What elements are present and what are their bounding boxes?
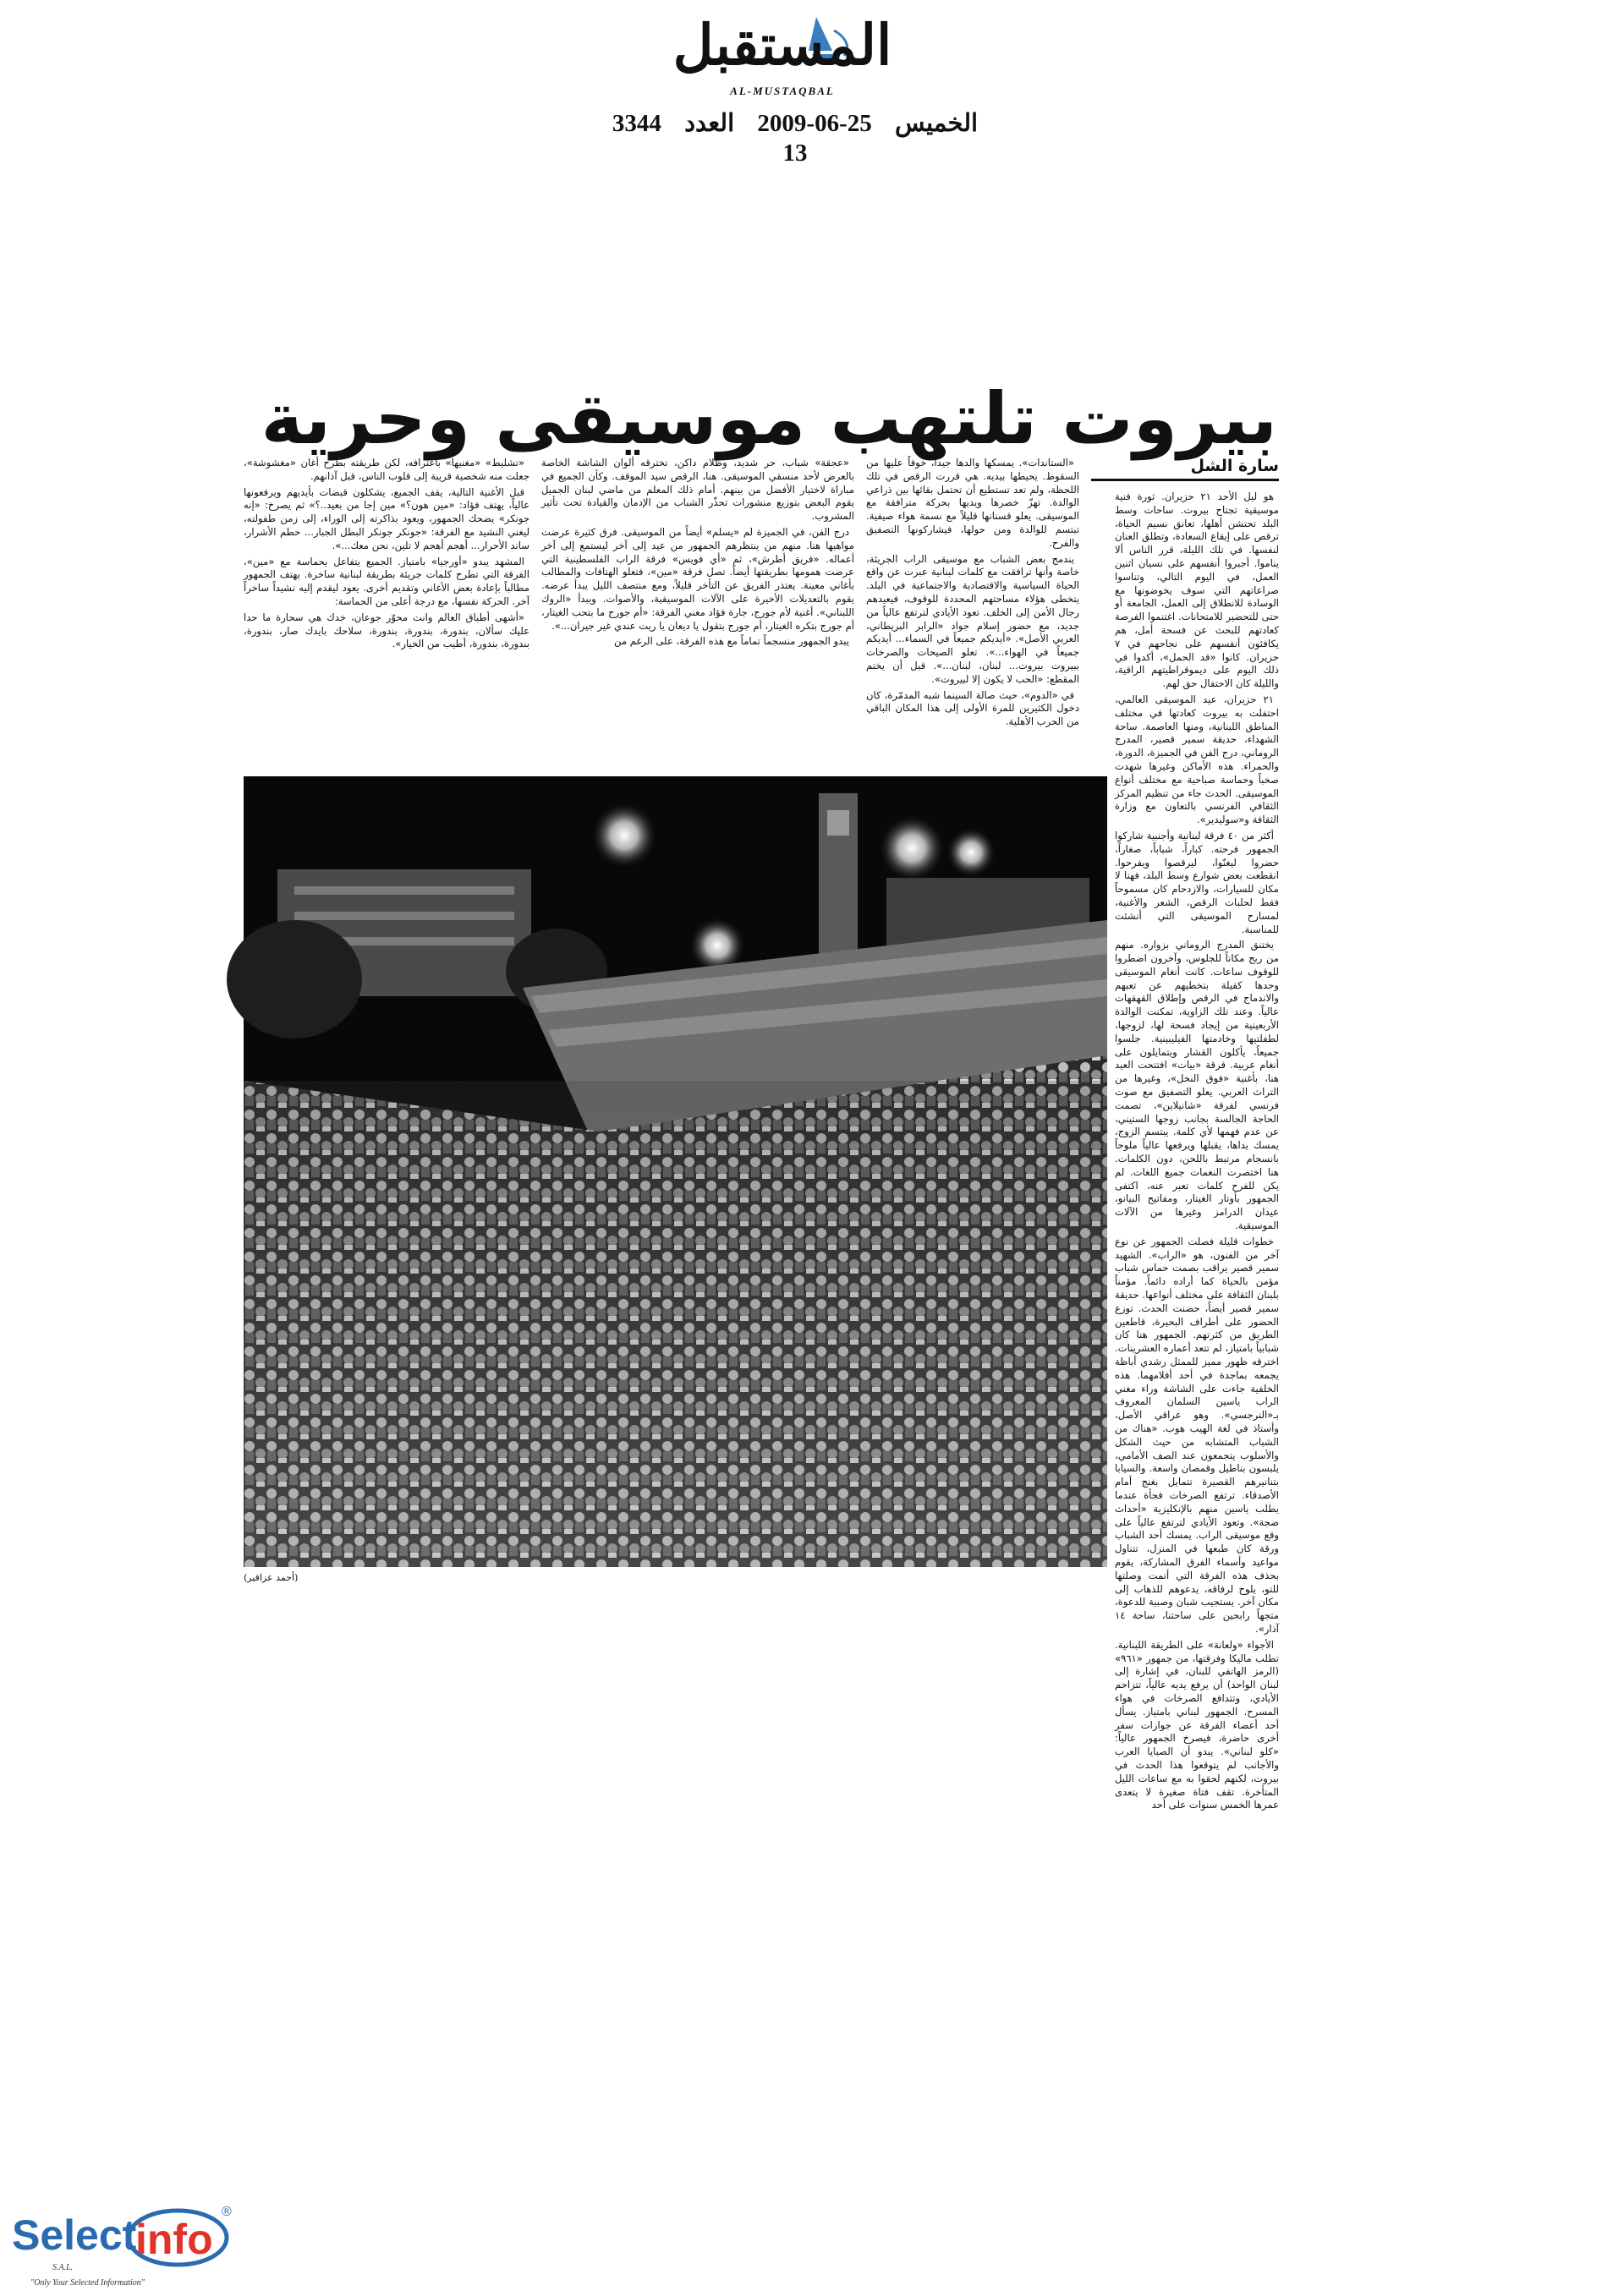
logo-word-select: Select [12,2211,137,2259]
concert-crowd-photo [244,776,1107,1567]
article-author: سارة الشل [1091,457,1279,481]
registered-mark: ® [222,2205,232,2219]
paragraph: قبل الأغنية التالية، يقف الجميع، يشكلون قبضات بأيديهم ويرفعونها عالياً، يهتف فؤاد: «مين هون؟» مين إجا من بعيد..؟» ثم يصرخ: «إنه جونكر» يضحك الجمهور، ويعود بذاكرته إلى الوراء، إلى زمن طفولته، ليغني النشيد مع الفرقة: «جونكر جونكر البطل الجبار... حطم الأشرار، ساند الأحرار... أهجم أهجم لا تلين، نحن معك...». [244,485,529,551]
page-number: 13 [782,140,808,167]
paragraph: يختنق المدرج الروماني بزواره. منهم من ربح مكاناً للجلوس، وآخرون اضطروا للوقوف ساعات. كانت أنغام الموسيقى وحدها كفيلة بتخطيهم عن تعبهم والاندماج في الرقص وإطلاق القهقهات عالياً. وعند تلك الزاوية، تمكنت الوالدة الأربعينية من إيجاد فسحة لها، لزوجها، لطفلتيها وخادمتها الفيليبينية. جلسوا جميعاً، يأكلون القشار ويتمايلون على أنغام عربية. فرقة «بيات» افتتحت العيد هنا، بأغنية «فوق النخل»، وغيرها من التراث العربي. يعلو التصفيق مع صوت فرنسي لفرقة «شانيلاين»، تصمت الحاجة الجالسة بجانب زوجها الستيني، عن عدم فهمها لأي كلمة. يبتسم الزوج، يمسك يداها، يقبلها ويرفعها عالياً ملوحاً بانسجام مرتبط باللحن، دون الكلمات. هنا اختصرت النغمات جميع اللغات. لم يكن للفرح كلمات تعبر عنه، اكتفى الجمهور بأوتار الغيتار، ومفاتيح البيانو، عيدان الدرامز وغيرها من الآلات الموسيقية. [1115,939,1279,1232]
paragraph: المشهد يبدو «أورجيا» بامتياز. الجميع يتفاعل بحماسة مع «مين»، الفرقة التي تطرح كلمات جريئة بطريقة لبنانية ساخرة. يهتف الجمهور مطالباً بإعادة بعض الأغاني وتقديم أخرى. يعود ليقدم إليه نشيداً ساخراً آخر. الحركة نفسها، مع درجة أعلى من الحماسة: [244,555,529,607]
issue-line [592,108,998,138]
paragraph: خطوات قليلة فصلت الجمهور عن نوع آخر من الفنون، هو «الراب». الشهيد سمير قصير يراقب بصمت حماس شباب مؤمن بالحياة كما أراده دائماً. مؤمناً بلبنان الثقافة على مختلف أنواعها. حديقة سمير قصير أيضاً، حضنت الحدث. توزع الحضور على أطراف البحيرة، قاطعين الطريق من كثرتهم. الجمهور هنا كان شبابياً بامتياز، لم تتعد أعماره العشرينات. اخترقه ظهور مميز للممثل رشدي أباظة يجمعه بماجدة في أحد أفلامهما. هذه الخلفية جاءت على الشاشة وراء مغني الراب ياسين السلمان المعروف بـ«النرجسي». وهو عراقي الأصل، وأستاذ في لغة الهيب هوب. «هناك من الشباب المتشابه من حيث الشكل والأسلوب يتجمعون عند الصف الأمامي، يلبسون بناطيل وقمصان واسعة. والسيابا بتنانيرهم القصيرة تتمايل بغنج أمام الأصدقاء. ترتفع الصرخات فجأة عندما يطلب ياسين منهم بالإنكليزية «أحداث ضجة». وتعود الأيادي لترتفع عالياً على وقع موسيقى الراب. يمسك أحد الشباب ورقة كان طبعها في المنزل، تتناول مواعيد وأسماء الفرق المشاركة، يقوم بحذف هذه الفرقة التي أتمت وصلتها للتو، يلوح لرفاقه، يدعوهم للذهاب إلى مكان آخر. يستجيب شبان وصبية للدعوة، متجهاً رابحين على ساحتنا، ساحة ١٤ آذار». [1115,1235,1279,1635]
issue-label: العدد [684,110,735,137]
logo-word-info: info [135,2216,213,2263]
article-column-4 [244,457,529,768]
masthead [0,0,1624,178]
paragraph: «تشليط» «مغنيها» باعترافه، لكن طريقته بطرح أغان «مغشوشة»، جعلت منه شخصية قريبة إلى قلوب الناس، قبل آذانهم. [244,457,529,482]
article-headline: بيروت تلتهب موسيقى وحرية [261,377,1277,460]
issue-date: 25-06-2009 [757,110,872,137]
issue-number: 3344 [612,110,661,137]
photo-illustration [244,776,1107,1567]
paragraph: «الستاندات». يمسكها والدها جيداً، خوفاً عليها من السقوط. يحيطها بيديه. هي قررت الرقص في تلك اللحظة، ولم تعد تستطيع أن تحتمل بقائها بين ذراعي الوالدة. تهزّ خصرها ويديها بحركة مترافقة مع الموسيقى. يعلو قسنانها قليلاً مع نسمة هواء صيفية. تبتسم للوالدة ومن حولها، فيشاركونها التصفيق والفرح. [866,457,1079,549]
paragraph: هو ليل الأحد ٢١ حزيران. ثورة فنية موسيقية تجتاح بيروت. ساحات وسط البلد تحتشن أهلها، تعانق نسيم الحياة، ترقص على إيقاع السعادة، وتطلق العنان لنفسها. في تلك الليلة، قرر الناس ألا يناموا. أجبروا أنفسهم على نسيان اثنين العمل، في اليوم التالي، وتناسوا صراعاتهم التي سوف يخوضونها مع الوسادة للانطلاق إلى العمل، الجامعة أو حتى للتحضير للامتحانات. اغتنموا الفرصة كعادتهم للبحث عن فسحة أمل، هم يكافئون أنفسهم على نجاحهم في ٧ حزيران. كانوا «قد الحمل»، أكدوا في ذلك اليوم على ديموقراطيتهم الراقية، والليلة كان الاحتفال حق لهم. [1115,490,1279,690]
article-column-2 [866,457,1079,768]
paragraph: ٢١ حزيران، عيد الموسيقى العالمي، احتفلت به بيروت كعادتها في مختلف المناطق اللبنانية، ومنها العاصمة. ساحة الشهداء، حديقة سمير قصير، المدرج الروماني، درج الفن في الجميزة، الدورة، والحمراء. هذه الأماكن وغيرها شهدت صخباً وحماسة صباحية مع مختلف أنواع الموسيقى. الحدث جاء من تنظيم المركز الثقافي الفرنسي بالتعاون مع وزارة الثقافة و«سوليدير». [1115,693,1279,826]
paragraph: يندمج بعض الشباب مع موسيقى الراب الجريئة، خاصة وأنها ترافقت مع كلمات لبنانية عبرت عن واقع الحياة السياسية والاقتصادية والاجتماعية في البلد. يتخطى هؤلاء مساحتهم المحددة للوقوف، فيعيدهم رجال الأمن إلى الخلف. تعود الأيادي لترتفع عالياً من جديد، مع حضور إسلام جواد «الرابر البريطاني، العربي الأصل». «أيديكم جميعاً في السماء... أيديكم جميعاً في الهواء...». تعلو الصيحات والصرخات ببيروت بيروت... لبنان، لبنان...». قبل أن يختم المقطع: «الحب لا يكون إلا لبيروت». [866,552,1079,685]
paragraph: الأجواء «ولعانة» على الطريقة اللبنانية. تطلب ماليكا وفرقتها، من جمهور «٩٦١» (الرمز الهاتفي للبنان، في إشارة إلى لبنان الواحد) أن يرفع يديه عالياً، تتزاحم الأيادي، وتتدافع الصرخات في هواء المسرح. الجمهور لبناني بامتياز. يسأل أحد أعضاء الفرقة عن جوازات سفر أخرى حاضرة، فيصرخ الجمهور عالياً: «كلو لبناني». يبدو أن الصبايا العرب والأجانب لم يتوقعوا هذا الحدث في بيروت، لكنهم لحقوا به مع ساعات الليل المتأخرة. تقف فتاة صغيرة لا يتعدى عمرها الخمس سنوات على أحد [1115,1638,1279,1811]
article-column-1 [1115,490,1279,1811]
paragraph: يبدو الجمهور منسجماً تماماً مع هذه الفرقة، على الرغم من [614,635,849,648]
issue-weekday: الخميس [895,110,979,137]
photo-caption: (أحمد عزاقير) [244,1572,299,1583]
logo-sub: S.A.L. [52,2263,74,2272]
masthead-title-latin: AL-MUSTAQBAL [730,85,835,97]
paragraph: «عجقة» شباب، حر شديد، وظلام داكن، تخترقه ألوان الشاشة الخاصة بالعرض لأحد منسقي الموسيقى. هنا، الرقص سيد الموقف. وكأن الجميع في مباراة لاختيار الأفضل من بينهم. أمام ذلك المعلم من ماضي لبنان الجميل يقوم البعض بتوزيع منشورات تحذّر الشباب من الإدمان والقيادة تحت تأثير المشروب. [541,457,854,523]
paragraph: في «الدوم»، حيث صالة السينما شبه المدمّرة، كان دخول الكثيرين للمرة الأولى إلى هذا المكان الباقي من الحرب الأهلية. [866,688,1079,728]
paragraph: أكثر من ٤٠ فرقة لبنانية وأجنبية شاركوا الجمهور فرحته. كباراً، شباباً، صغاراً، حضروا ليغنّوا، ليرقصوا ويفرحوا. انقطعت بعض شوارع وسط البلد، فهنا لا مكان للسيارات، والازدحام كان مسموحاً فقط لحلبات الرقص، الشعر والأغنية، لمسارح الموسيقى التي أنشئت للمناسبة. [1115,829,1279,935]
paragraph: «أشهى أطباق العالم وانت محوّر جوعان، خدك هي سحارة ما حدا عليك سألان، بندورة، بندورة، بندورة، سلاحك بايدك صار، بندورة، بندورة، بندورة، أطيب من الخيار». [244,611,529,650]
article-column-3 [541,457,854,768]
masthead-title: المستقبل [672,12,892,78]
paragraph: درج الفن، في الجميزة لم «يسلم» أيضاً من الموسيقى. فرق كثيرة عرضت مواهبها هنا. منهم من ينتظرهم الجمهور من عيد إلى آخر ليستمع إلى آخر أعماله. «فريق أطرش»، ثم «أي فويس» فرقة الراب الفلسطينية التي عرضت همومها بطريقتها أيضاً. تصل فرقة «مين»، فتعلو الهتافات والمطالب بأغاني معينة. يعتذر الفريق عن التأخر قليلاً، ومع منتصف الليل يبدأ عرضه. يقوم بالتعديلات الأخيرة على الآلات الموسيقية، والأصوات. ويبدأ «الروك اللبناني». أغنية لأم جورج، جارة فؤاد مغني الفرقة: «أم جورج ما بتحب الغيتار، أم جورج بتكره الغيتار، أم جورج بتقول يا ديعان يا ريت عندي غير جيران...». [541,525,854,632]
logo-tagline: "Only Your Selected Information" [30,2278,145,2288]
